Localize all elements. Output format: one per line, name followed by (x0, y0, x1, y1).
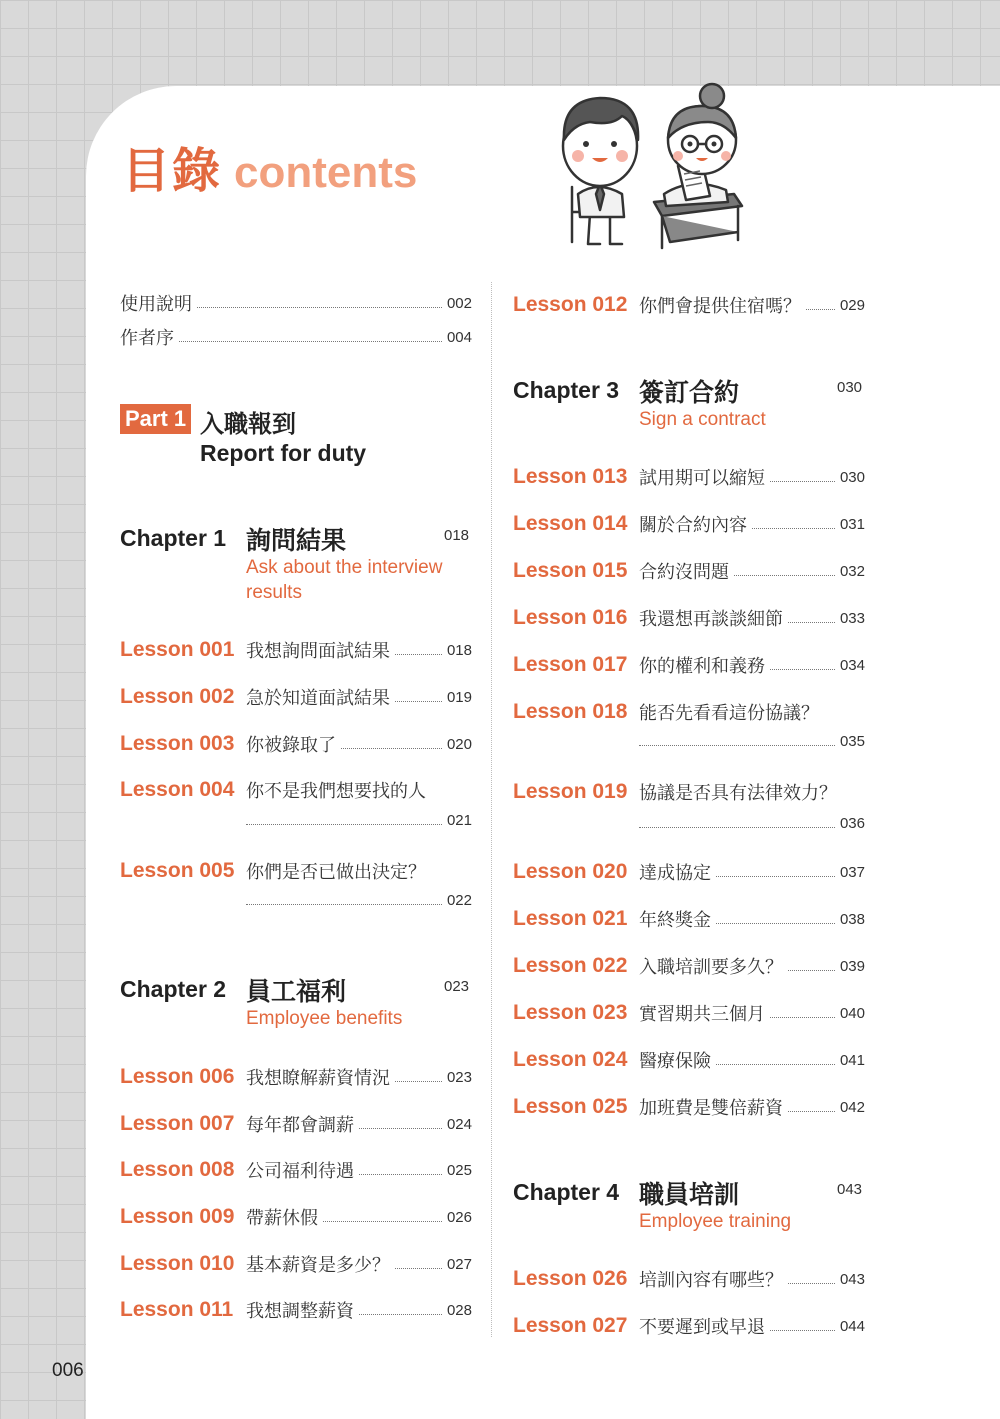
lesson-page: 042 (839, 1098, 865, 1116)
toc-lesson-015[interactable] (513, 556, 865, 586)
column-divider (491, 282, 492, 1337)
toc-lesson-023[interactable] (513, 998, 865, 1028)
page-number: 006 (52, 1360, 84, 1381)
lesson-title: 你不是我們想要找的人 (246, 781, 426, 802)
part-title-zh: 入職報到 (200, 410, 296, 438)
lesson-page: 024 (446, 1115, 472, 1133)
lesson-page: 044 (839, 1317, 865, 1335)
lesson-label: Lesson 005 (120, 859, 235, 882)
chapter-title-zh: 職員培訓 (639, 1180, 740, 1209)
toc-lesson-002[interactable] (120, 682, 472, 712)
lesson-title: 我想詢問面試結果 (246, 641, 390, 662)
lesson-title: 能否先看看這份協議？ (639, 703, 819, 724)
lesson-page: 034 (839, 656, 865, 674)
lesson-page: 036 (839, 814, 865, 832)
chapter-label: Chapter 3 (513, 377, 620, 403)
lesson-page: 029 (839, 296, 865, 314)
lesson-title: 實習期共三個月 (639, 1004, 765, 1025)
toc-lesson-019[interactable] (513, 777, 865, 807)
lesson-page: 018 (446, 641, 472, 659)
lesson-title: 年終獎金 (639, 910, 711, 931)
part-badge: Part 1 (120, 404, 191, 434)
cartoon-illustration (552, 82, 752, 257)
lesson-label: Lesson 015 (513, 559, 628, 582)
lesson-label: Lesson 027 (513, 1314, 628, 1337)
entry-page: 004 (446, 328, 472, 346)
lesson-label: Lesson 010 (120, 1252, 235, 1275)
lesson-label: Lesson 013 (513, 465, 628, 488)
entry-title: 作者序 (120, 328, 174, 349)
lesson-title: 基本薪資是多少？ (246, 1255, 390, 1276)
toc-lesson-004[interactable] (120, 775, 472, 805)
lesson-title: 入職培訓要多久？ (639, 957, 783, 978)
lesson-label: Lesson 012 (513, 293, 628, 316)
lesson-page: 030 (839, 468, 865, 486)
lesson-page: 031 (839, 515, 865, 533)
toc-lesson-025[interactable] (513, 1092, 865, 1122)
lesson-title: 培訓內容有哪些？ (639, 1270, 783, 1291)
chapter-label: Chapter 1 (120, 525, 227, 551)
toc-lesson-012[interactable] (513, 290, 865, 320)
lesson-title: 每年都會調薪 (246, 1115, 354, 1136)
lesson-label: Lesson 025 (513, 1095, 628, 1118)
lesson-page: 032 (839, 562, 865, 580)
lesson-page: 035 (839, 732, 865, 750)
lesson-label: Lesson 003 (120, 732, 235, 755)
lesson-page: 028 (446, 1301, 472, 1319)
lesson-label: Lesson 021 (513, 907, 628, 930)
lesson-title: 試用期可以縮短 (639, 468, 765, 489)
lesson-page: 039 (839, 957, 865, 975)
entry-title: 使用說明 (120, 294, 192, 315)
lesson-label: Lesson 019 (513, 780, 628, 803)
lesson-title: 你被錄取了 (246, 735, 336, 756)
lesson-label: Lesson 018 (513, 700, 628, 723)
page-heading (122, 132, 417, 201)
toc-lesson-014[interactable] (513, 509, 865, 539)
lesson-label: Lesson 007 (120, 1112, 235, 1135)
lesson-title: 我還想再談談細節 (639, 609, 783, 630)
chapter-page: 018 (444, 527, 470, 544)
toc-lesson-024[interactable] (513, 1045, 865, 1075)
toc-lesson-001[interactable] (120, 635, 472, 665)
lesson-page: 033 (839, 609, 865, 627)
lesson-label: Lesson 001 (120, 638, 235, 661)
lesson-label: Lesson 017 (513, 653, 628, 676)
lesson-page: 022 (446, 891, 472, 909)
toc-lesson-008[interactable] (120, 1155, 472, 1185)
lesson-page: 038 (839, 910, 865, 928)
lesson-title: 急於知道面試結果 (246, 688, 390, 709)
lesson-title: 關於合約內容 (639, 515, 747, 536)
lesson-page: 019 (446, 688, 472, 706)
toc-lesson-026[interactable] (513, 1264, 865, 1294)
part-title-en: Report for duty (200, 440, 367, 466)
lesson-title: 合約沒問題 (639, 562, 729, 583)
lesson-page: 037 (839, 863, 865, 881)
toc-lesson-010[interactable] (120, 1249, 472, 1279)
toc-lesson-017[interactable] (513, 650, 865, 680)
lesson-label: Lesson 009 (120, 1205, 235, 1228)
lesson-page: 043 (839, 1270, 865, 1288)
lesson-title: 公司福利待遇 (246, 1161, 354, 1182)
toc-lesson-021[interactable] (513, 904, 865, 934)
toc-front-usage[interactable] (120, 288, 472, 318)
lesson-page: 025 (446, 1161, 472, 1179)
chapter-label: Chapter 2 (120, 976, 227, 1002)
lesson-title: 你的權利和義務 (639, 656, 765, 677)
lesson-label: Lesson 006 (120, 1065, 235, 1088)
heading-zh: 目錄 (122, 143, 223, 199)
lesson-label: Lesson 023 (513, 1001, 628, 1024)
lesson-page: 023 (446, 1068, 472, 1086)
lesson-label: Lesson 011 (120, 1298, 234, 1321)
lesson-title: 我想瞭解薪資情況 (246, 1068, 390, 1089)
chapter-title-en: Employee benefits (246, 1008, 403, 1029)
chapter-page: 023 (444, 978, 470, 995)
lesson-title: 你們會提供住宿嗎？ (639, 296, 801, 317)
lesson-title: 醫療保險 (639, 1051, 711, 1072)
lesson-page: 040 (839, 1004, 865, 1022)
lesson-title: 我想調整薪資 (246, 1301, 354, 1322)
heading-en: contents (234, 148, 418, 197)
toc-lesson-019-page (639, 811, 865, 835)
lesson-page: 026 (446, 1208, 472, 1226)
toc-lesson-011[interactable] (120, 1295, 472, 1325)
toc-lesson-018[interactable] (513, 697, 865, 727)
lesson-title: 帶薪休假 (246, 1208, 318, 1229)
chapter-title-zh: 簽訂合約 (639, 378, 740, 407)
toc-lesson-004-page (246, 808, 472, 832)
toc-lesson-005[interactable] (120, 856, 472, 886)
lesson-title: 不要遲到或早退 (639, 1317, 765, 1338)
entry-page: 002 (446, 294, 472, 312)
lesson-label: Lesson 020 (513, 860, 628, 883)
toc-lesson-018-page (639, 729, 865, 753)
toc-lesson-020[interactable] (513, 857, 865, 887)
chapter-page: 030 (837, 379, 863, 396)
lesson-label: Lesson 026 (513, 1267, 628, 1290)
lesson-label: Lesson 014 (513, 512, 628, 535)
chapter-page: 043 (837, 1181, 863, 1198)
chapter-title-zh: 詢問結果 (246, 526, 347, 555)
toc-front-preface[interactable] (120, 322, 472, 352)
toc-lesson-007[interactable] (120, 1109, 472, 1139)
lesson-title: 達成協定 (639, 863, 711, 884)
toc-lesson-013[interactable] (513, 462, 865, 492)
lesson-label: Lesson 008 (120, 1158, 235, 1181)
chapter-label: Chapter 4 (513, 1179, 620, 1205)
lesson-title: 協議是否具有法律效力？ (639, 783, 837, 804)
lesson-page: 020 (446, 735, 472, 753)
toc-lesson-009[interactable] (120, 1202, 472, 1232)
lesson-label: Lesson 004 (120, 778, 235, 801)
lesson-label: Lesson 024 (513, 1048, 628, 1071)
lesson-page: 021 (446, 811, 472, 829)
toc-lesson-022[interactable] (513, 951, 865, 981)
toc-lesson-003[interactable] (120, 729, 472, 759)
toc-lesson-016[interactable] (513, 603, 865, 633)
chapter-title-zh: 員工福利 (246, 977, 347, 1006)
toc-lesson-027[interactable] (513, 1311, 865, 1341)
lesson-label: Lesson 002 (120, 685, 235, 708)
lesson-page: 041 (839, 1051, 865, 1069)
chapter-title-en: Ask about the interview results (246, 557, 443, 603)
lesson-page: 027 (446, 1255, 472, 1273)
lesson-title: 你們是否已做出決定？ (246, 862, 426, 883)
lesson-label: Lesson 022 (513, 954, 628, 977)
chapter-title-en: Sign a contract (639, 409, 766, 430)
lesson-label: Lesson 016 (513, 606, 628, 629)
toc-lesson-005-page (246, 888, 472, 912)
toc-lesson-006[interactable] (120, 1062, 472, 1092)
lesson-title: 加班費是雙倍薪資 (639, 1098, 783, 1119)
chapter-title-en: Employee training (639, 1211, 792, 1232)
